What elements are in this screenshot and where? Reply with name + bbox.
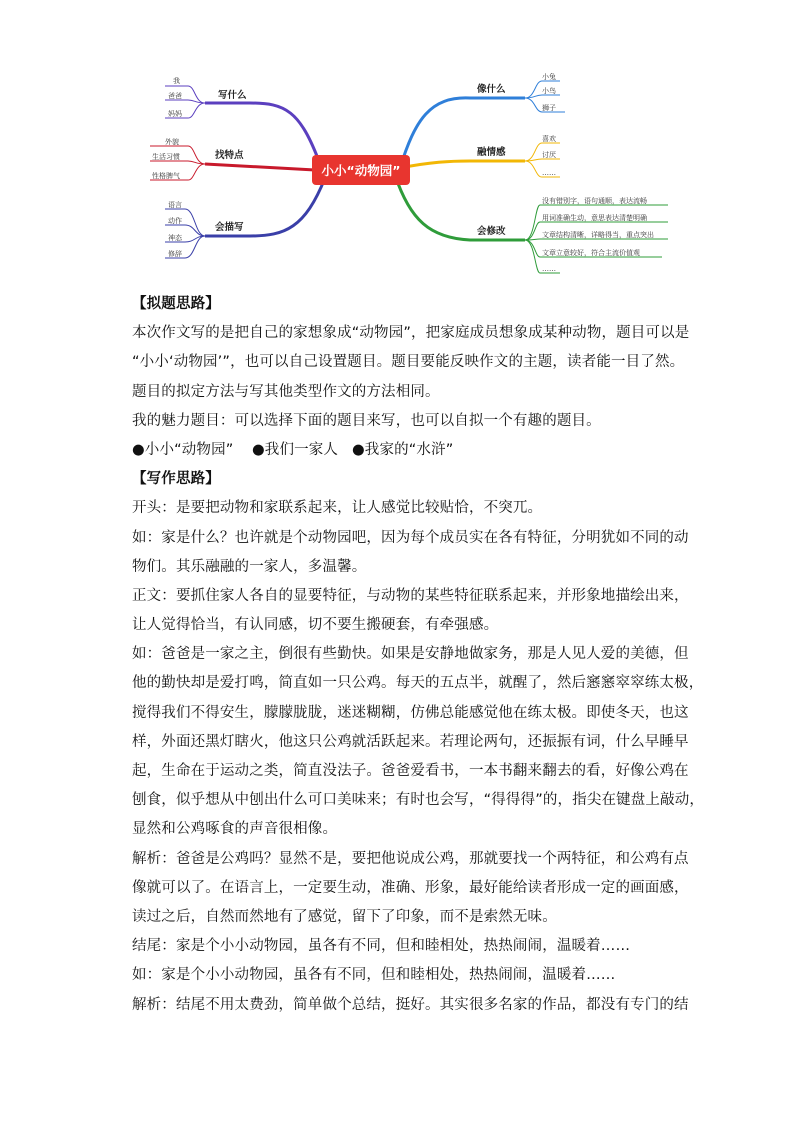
paragraph-line: 显然和公鸡啄食的声音很相像。 <box>132 821 338 838</box>
leaf-label: 用词准确生动，意思表达清楚明确 <box>542 214 647 222</box>
leaf-label: 文章结构清晰，详略得当，重点突出 <box>542 231 654 239</box>
branch-line-like-what <box>400 98 525 168</box>
leaf-label: 爸爸 <box>168 92 182 100</box>
paragraph-line: 刨食，似乎想从中刨出什么可口美味来；有时也会写，“得得得”的，指尖在键盘上敲动， <box>132 792 705 809</box>
paragraph-line: 读过之后，自然而然地有了感觉，留下了印象，而不是索然无味。 <box>132 908 557 925</box>
leaf-label: 性格脾气 <box>152 172 180 180</box>
paragraph-line: 解析：爸爸是公鸡吗？显然不是，要把他说成公鸡，那就要找一个两特征，和公鸡有点 <box>132 850 689 867</box>
leaf-label: 神态 <box>168 234 182 242</box>
paragraph-line: 开头：是要把动物和家联系起来，让人感觉比较贴恰，不突兀。 <box>132 500 543 517</box>
leaf-label: 没有错别字，语句通顺，表达流畅 <box>542 197 647 205</box>
title-option: ●我家的“水浒” <box>352 441 454 458</box>
leaf-label: 文章立意较好，符合主流价值观 <box>542 249 640 257</box>
branch-line-emotion <box>400 161 525 168</box>
branch-like-what: 像什么 <box>477 84 506 95</box>
paragraph-line: 像就可以了。在语言上，一定要生动，准确、形象，最好能给读者形成一定的画面感， <box>132 879 689 896</box>
paragraph-line: 如：爸爸是一家之主，倒很有些勤快。如果是安静地做家务，那是人见人爱的美德，但 <box>132 646 689 663</box>
section-heading-writing-ideas: 【写作思路】 <box>132 471 220 488</box>
leaf-label: 我 <box>173 77 180 85</box>
leaf-label: 小兔 <box>542 73 556 81</box>
branch-describe: 会描写 <box>215 222 244 233</box>
paragraph-line: 搅得我们不得安生，朦朦胧胧，迷迷糊糊，仿佛总能感觉他在练太极。即使冬天，也这 <box>132 704 689 721</box>
leaf-label: 小鸟 <box>542 87 556 95</box>
branch-emotion: 融情感 <box>477 147 506 158</box>
paragraph-line: 如：家是个小小动物园，虽各有不同，但和睦相处，热热闹闹，温暖着…… <box>132 967 616 984</box>
article-body <box>132 290 705 1020</box>
paragraph-line: 我的魅力题目：可以选择下面的题目来写，也可以自拟一个有趣的题目。 <box>132 412 601 429</box>
title-option: ●小小“动物园” <box>132 441 234 458</box>
paragraph-line: 结尾：家是个小小动物园，虽各有不同，但和睦相处，热热闹闹，温暖着…… <box>132 938 631 955</box>
leaf-label: 动作 <box>168 217 182 225</box>
branch-find-features: 找特点 <box>215 150 244 161</box>
paragraph-line: 样，外面还黑灯瞎火，他这只公鸡就活跃起来。若理论两句，还振振有词，什么早睡早 <box>132 733 689 750</box>
leaf-label: …… <box>542 265 556 273</box>
leaf-label: 外貌 <box>165 138 179 146</box>
leaf-label: 语言 <box>168 201 182 209</box>
mind-map <box>0 0 794 285</box>
branch-revise: 会修改 <box>477 226 506 237</box>
leaf-label: 修辞 <box>168 250 182 258</box>
paragraph-line: 题目的拟定方法与写其他类型作文的方法相同。 <box>132 383 440 400</box>
section-heading-title-ideas: 【拟题思路】 <box>132 296 220 312</box>
paragraph-line: 正文：要抓住家人各自的显要特征，与动物的某些特征联系起来，并形象地描绘出来， <box>132 587 689 604</box>
title-option: ●我们一家人 <box>252 441 339 458</box>
leaf-label: 讨厌 <box>542 151 556 159</box>
leaf-label: …… <box>542 169 556 177</box>
center-node-label: 小小“动物园” <box>321 163 401 178</box>
paragraph-line: 他的勤快却是爱打鸣，简直如一只公鸡。每天的五点半，就醒了，然后窸窸窣窣练太极， <box>132 675 704 692</box>
paragraph-line: 让人觉得恰当，有认同感，切不要生搬硬套，有牵强感。 <box>132 617 499 634</box>
leaf-label: 狮子 <box>542 104 556 112</box>
branch-write-what: 写什么 <box>218 90 247 101</box>
paragraph-line: 解析：结尾不用太费劲，简单做个总结，挺好。其实很多名家的作品，都没有专门的结 <box>132 996 689 1013</box>
paragraph-line: “小小‘动物园’”，也可以自己设置题目。题目要能反映作文的主题，读者能一目了然。 <box>132 354 685 371</box>
paragraph-line: 起，生命在于运动之类，简直没法子。爸爸爱看书，一本书翻来翻去的看，好像公鸡在 <box>132 763 689 779</box>
paragraph-line: 物们。其乐融融的一家人，多温馨。 <box>132 558 367 575</box>
leaf-label: 生活习惯 <box>152 153 180 161</box>
title-options <box>132 436 672 465</box>
paragraph-line: 本次作文写的是把自己的家想象成“动物园”，把家庭成员想象成某种动物，题目可以是 <box>132 325 690 342</box>
leaf-label: 妈妈 <box>168 110 182 118</box>
leaf-label: 喜欢 <box>542 135 556 143</box>
paragraph-line: 如：家是什么？也许就是个动物园吧，因为每个成员实在各有特征，分明犹如不同的动 <box>132 529 689 546</box>
branch-line-find-features <box>205 164 315 170</box>
